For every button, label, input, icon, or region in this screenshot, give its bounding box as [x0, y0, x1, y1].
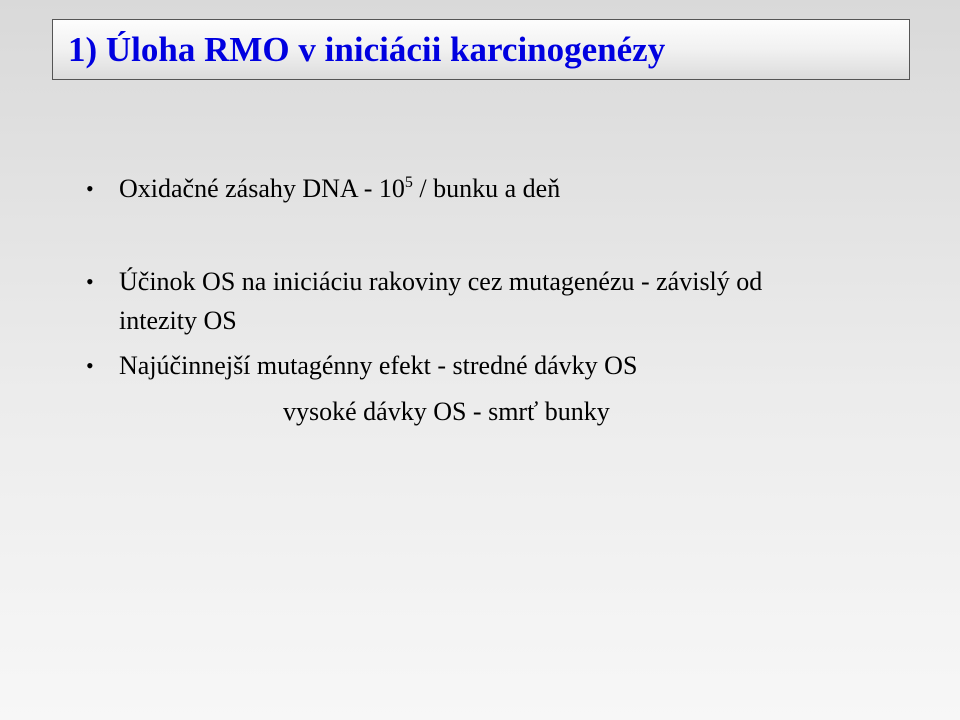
bullet-icon: •	[86, 176, 94, 201]
bullet-1-text-after: / bunku a deň	[412, 174, 561, 203]
slide-title: 1) Úloha RMO v iniciácii karcinogenézy	[68, 30, 666, 69]
bullet-1-superscript: 5	[404, 174, 413, 191]
bullet-icon: •	[86, 353, 94, 378]
bullet-item-2-line-2: intezity OS	[119, 306, 237, 335]
bullet-icon: •	[86, 269, 94, 294]
bullet-item-3-line-1: Najúčinnejší mutagénny efekt - stredné dávky OS	[119, 351, 638, 380]
bullet-1-text: Oxidačné zásahy DNA - 10	[119, 174, 405, 203]
bullet-item-1	[119, 173, 560, 205]
bullet-item-3-line-2: vysoké dávky OS - smrť bunky	[283, 397, 610, 426]
bullet-item-2-line-1: Účinok OS na iniciáciu rakoviny cez mutagenézu - závislý od	[119, 267, 763, 296]
